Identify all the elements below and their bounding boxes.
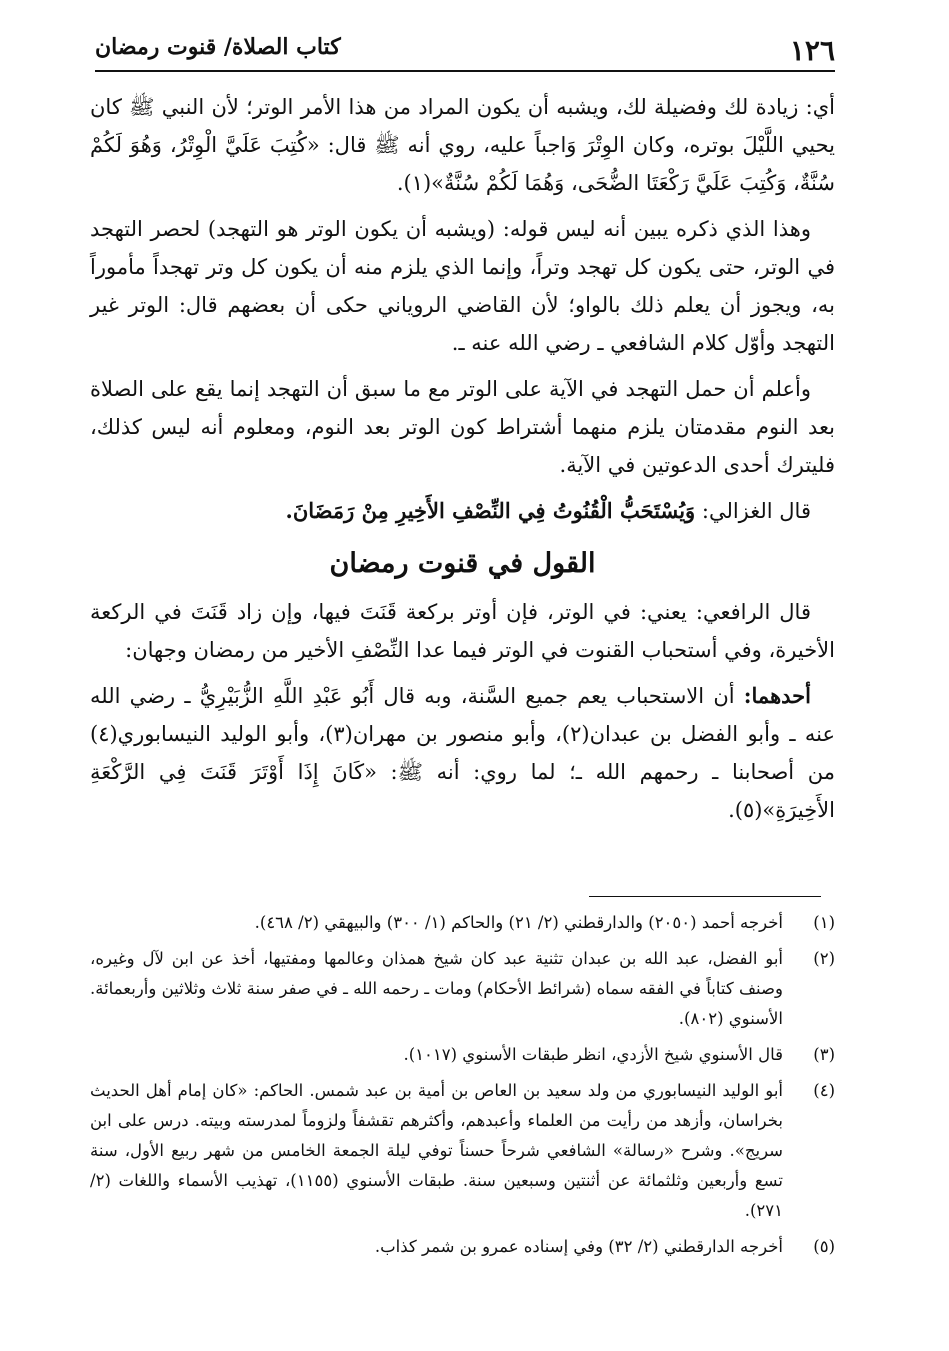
paragraph-5 xyxy=(90,677,835,829)
header-rule xyxy=(95,70,835,72)
running-title: كتاب الصلاة/ قنوت رمضان xyxy=(95,34,341,60)
ghazali-quote: وَيُسْتَحَبُّ الْقُنُوتُ فِي النِّصْفِ الأَخِيرِ مِنْ رَمَضَانَ. xyxy=(285,498,696,523)
footnote-text: أخرجه أحمد (٢٠٥٠) والدارقطني (٢/ ٢١) والحاكم (١/ ٣٠٠) والبيهقي (٢/ ٤٦٨). xyxy=(254,913,783,932)
paragraph-3: وأعلم أن حمل التهجد في الآية على الوتر مع ما سبق أن التهجد إنما يقع على الصلاة بعد النوم مقدمتان يلزم منهما أشتراط كون الوتر بعد النوم، ومعلوم أنه ليس كذلك، فليترك أحدى الدعوتين في الآية. xyxy=(90,377,835,477)
footnote-number: (٣) xyxy=(813,1045,835,1064)
footnote-item xyxy=(90,944,835,1034)
footnote-item xyxy=(90,1076,835,1226)
footnote-number: (١) xyxy=(813,913,835,932)
paragraph-4: قال الرافعي: يعني: في الوتر، فإن أوتر بركعة قَنَتَ فيها، وإن زاد قَنَتَ في الركعة الأخيرة، وفي أستحباب القنوت في الوتر فيما عدا النِّصْفِ الأخير من رمضان وجهان: xyxy=(90,600,835,662)
paragraph-5-text: أن الاستحباب يعم جميع السَّنة، وبه قال أَبُو عَبْدِ اللَّهِ الزُّبَيْرِيُّ ـ رضي الله عنه ـ وأبو الفضل بن عبدان(٢)، وأبو منصور بن مهران(٣)، وأبو الوليد النيسابوري(٤) من أصحابنا ـ رحمهم الله ـ؛ لما روي: أنه ﷺ: «كَانَ إِذَا أَوْتَرَ قَنَتَ فِي الرَّكْعَةِ الأَخِيرَةِ»(٥). xyxy=(90,684,835,822)
footnote-text: أبو الوليد النيسابوري من ولد سعيد بن العاص بن أمية بن عبد شمس. الحاكم: «كان إمام أهل الحديث بخراسان، وأزهد من رأيت من العلماء وأعبدهم، وأكثرهم تقشفاً ولزوماً لمدرسته وبيته. درس على ابن سريج». وشرح «رسالة» الشافعي شرحاً حسناً توفي ليلة الجمعة الخامس من شهر ربيع الأول، سنة تسع وأربعين وثلثمائة عن أثنتين وسبعين سنة. طبقات الأسنوي (١١٥٥)، تهذيب الأسماء واللغات (٢/ ٢٧١). xyxy=(90,1081,783,1220)
main-text xyxy=(90,88,835,829)
section-heading: القول في قنوت رمضان xyxy=(329,548,596,579)
page-header xyxy=(95,30,835,70)
footnote-text: قال الأسنوي شيخ الأزدي، انظر طبقات الأسنوي (١٠١٧). xyxy=(403,1045,783,1064)
paragraph-2: وهذا الذي ذكره يبين أنه ليس قوله: (ويشبه أن يكون الوتر هو التهجد) لحصر التهجد في الوتر، حتى يكون كل تهجد وتراً، وإنما الذي يلزم منه أن يكون كل وتر تهجداً مأموراً به، ويجوز أن يعلم ذلك بالواو؛ لأن القاضي الروياني حكى أن بعضهم قال: الوتر غير التهجد وأوّل كلام الشافعي ـ رضي الله عنه ـ. xyxy=(90,217,835,355)
footnote-text: أخرجه الدارقطني (٢/ ٣٢) وفي إسناده عمرو بن شمر كذاب. xyxy=(374,1237,783,1256)
footnotes xyxy=(90,908,835,1268)
footnote-number: (٥) xyxy=(813,1237,835,1256)
footnote-item xyxy=(90,908,835,938)
footnote-item xyxy=(90,1040,835,1070)
paragraph-1: أي: زيادة لك وفضيلة لك، ويشبه أن يكون المراد من هذا الأمر الوتر؛ لأن النبي ﷺ كان يحيي اللَّيْلَ بوتره، وكان الوِتْرَ وَاجباً عليه، روي أنه ﷺ قال: «كُتِبَ عَلَيَّ الْوِتْرُ، وَهُوَ لَكُمْ سُنَّةٌ، وَكُتِبَ عَلَيَّ رَكْعَتَا الضُّحَى، وَهُمَا لَكُمْ سُنَّةٌ»(١). xyxy=(90,95,835,195)
footnote-item xyxy=(90,1232,835,1262)
footnote-number: (٢) xyxy=(813,949,835,968)
paragraph-5-lead: أحدهما: xyxy=(743,683,811,708)
ghazali-quote-paragraph xyxy=(90,492,835,530)
footnote-text: أبو الفضل، عبد الله بن عبدان تثنية عبد كان شيخ همذان وعالمها ومفتيها، أخذ عن ابن لآل وغيره، وصنف كتاباً في الفقه سماه (شرائط الأحكام) ومات ـ رحمه الله ـ في صفر سنة ثلاث وثلاثين وأربعمائة. الأسنوي (٨٠٢). xyxy=(90,949,783,1028)
page-number: ١٢٦ xyxy=(789,34,835,67)
footnote-separator xyxy=(589,896,821,897)
ghazali-prefix: قال الغزالي: xyxy=(695,499,811,523)
footnote-number: (٤) xyxy=(813,1081,835,1100)
